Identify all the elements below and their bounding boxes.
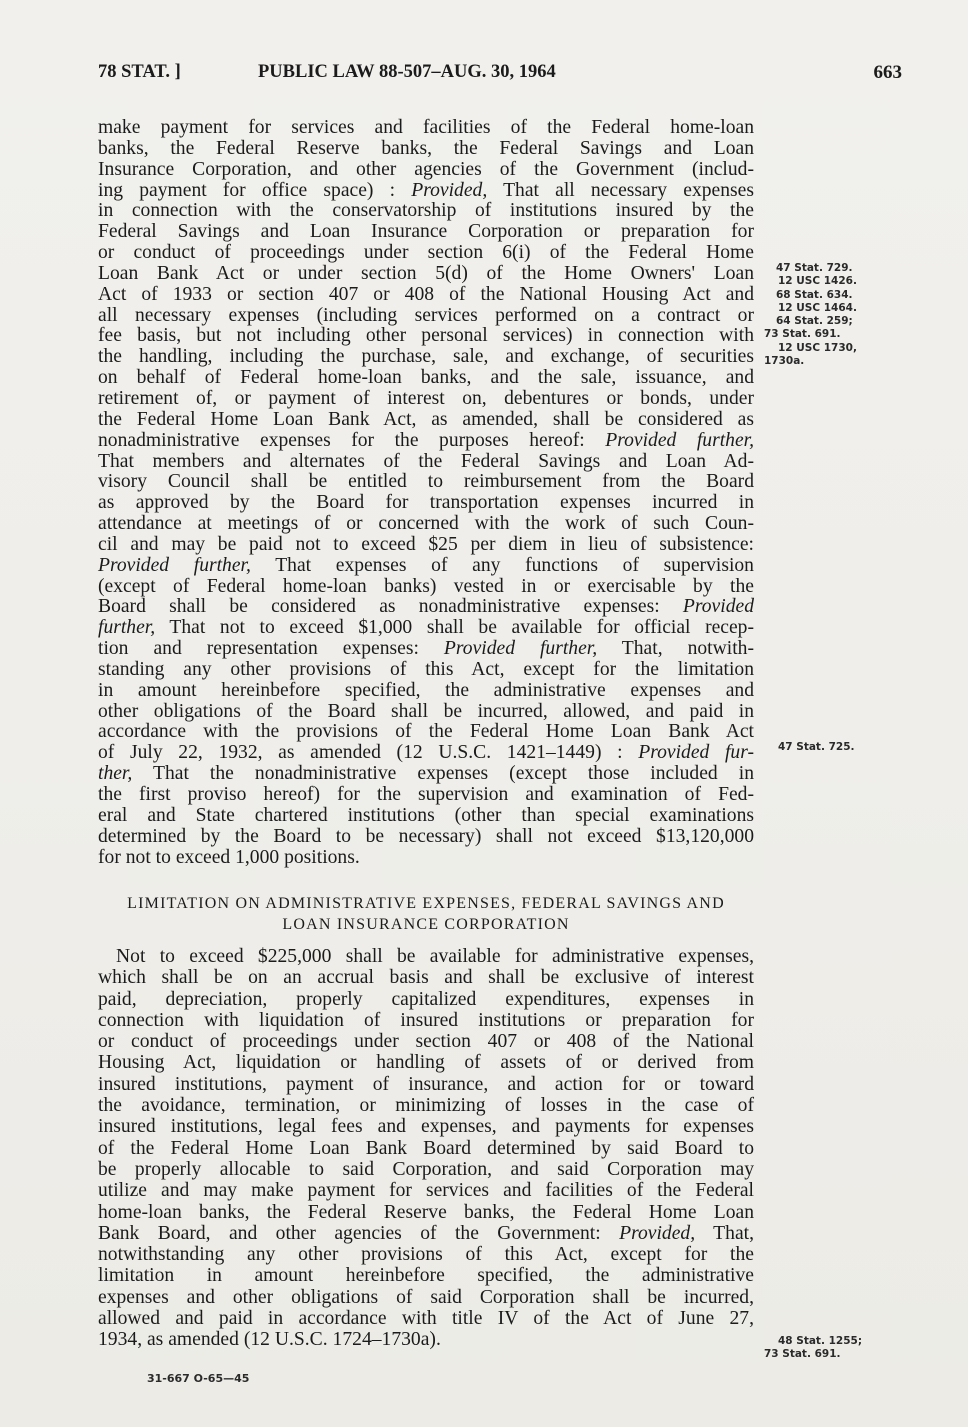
text-run: That all necessary expenses xyxy=(487,179,754,201)
text-run: standing any other provisions of this Act, except for the limitation xyxy=(98,658,754,680)
stat-volume: 78 STAT. ] xyxy=(98,62,181,82)
citation-line: 64 Stat. 259; xyxy=(776,315,853,328)
text-line xyxy=(98,118,754,139)
text-run: on behalf of Federal home-loan banks, and the sale, issuance, and xyxy=(98,367,754,389)
margin-citation-3 xyxy=(764,1335,862,1362)
text-line xyxy=(98,556,754,577)
page-number: 663 xyxy=(873,62,902,83)
text-line xyxy=(98,989,754,1010)
text-run: That not to exceed $1,000 shall be available for official recep- xyxy=(155,617,754,639)
citation-line: 68 Stat. 634. xyxy=(776,288,853,301)
text-line xyxy=(98,139,754,160)
text-run: attendance at meetings of or concerned with the work of such Coun- xyxy=(98,513,754,535)
text-line xyxy=(98,660,754,681)
text-run: nonadministrative expenses for the purposes hereof: xyxy=(98,429,606,451)
text-line xyxy=(98,1159,754,1180)
text-run: retirement of, or payment of interest on, debentures or bonds, under xyxy=(98,387,754,409)
text-run: of the Federal Home Loan Bank Board determined by said Board to xyxy=(98,1137,754,1159)
text-run: the handling, including the purchase, sale, and exchange, of securities xyxy=(98,346,754,368)
text-run: be properly allocable to said Corporation, and said Corporation may xyxy=(98,1158,754,1180)
text-line xyxy=(98,639,754,660)
italic-proviso: Provided, xyxy=(619,1222,696,1244)
text-run: utilize and may make payment for services and facilities of the Federal xyxy=(98,1180,754,1202)
text-line xyxy=(98,535,754,556)
text-run: which shall be on an accrual basis and shall be exclusive of interest xyxy=(98,967,754,989)
citation-line: 12 USC 1464. xyxy=(778,301,857,314)
citation-line: 47 Stat. 725. xyxy=(778,741,855,753)
text-run: ing payment for office space) : xyxy=(98,179,412,201)
text-run: make payment for services and facilities of the Federal home-loan xyxy=(98,117,754,138)
text-line xyxy=(98,181,754,202)
text-line xyxy=(98,1180,754,1201)
text-run: other obligations of the Board shall be incurred, allowed, and paid in xyxy=(98,700,754,722)
page-header xyxy=(98,62,906,92)
text-line xyxy=(98,827,754,848)
text-run: all necessary expenses (including services performed on a contract or xyxy=(98,304,754,326)
text-run: eral and State chartered institutions (other than special examinations xyxy=(98,804,754,826)
text-run: That the nonadministrative expenses (except those included in xyxy=(132,763,754,785)
text-run: 1934, as amended (12 U.S.C. 1724–1730a). xyxy=(98,1329,441,1351)
text-line xyxy=(98,410,754,431)
text-line xyxy=(98,1052,754,1073)
text-line xyxy=(98,722,754,743)
text-line xyxy=(98,1074,754,1095)
text-run: Bank Board, and other agencies of the Government: xyxy=(98,1222,620,1244)
text-line xyxy=(98,472,754,493)
text-run: accordance with the provisions of the Federal Home Loan Bank Act xyxy=(98,721,754,743)
text-run: insured institutions, payment of insurance, and action for or toward xyxy=(98,1073,754,1095)
text-run: notwithstanding any other provisions of this Act, except for the xyxy=(98,1244,754,1266)
text-run: Federal Savings and Loan Insurance Corporation or preparation for xyxy=(98,221,754,243)
text-line xyxy=(98,368,754,389)
text-line xyxy=(98,597,754,618)
citation-line: 12 USC 1426. xyxy=(778,275,857,288)
text-run: That, xyxy=(695,1222,754,1244)
text-run: for not to exceed 1,000 positions. xyxy=(98,846,360,868)
text-line xyxy=(98,1265,754,1286)
text-line xyxy=(98,967,754,988)
citation-line: 73 Stat. 691. xyxy=(764,328,841,341)
text-run: Housing Act, liquidation or handling of assets of or derived from xyxy=(98,1052,754,1074)
text-run: allowed and paid in accordance with title IV of the Act of June 27, xyxy=(98,1308,754,1330)
text-run: banks, the Federal Reserve banks, the Federal Savings and Loan xyxy=(98,137,754,159)
text-line xyxy=(98,1287,754,1308)
text-line xyxy=(98,514,754,535)
text-run: in amount hereinbefore specified, the administrative expenses and xyxy=(98,679,754,701)
text-run: fee basis, but not including other personal services) in connection with xyxy=(98,325,754,347)
law-title: PUBLIC LAW 88-507–AUG. 30, 1964 xyxy=(258,62,556,82)
text-line xyxy=(98,946,754,967)
italic-proviso: further, xyxy=(98,617,156,639)
text-run: Act of 1933 or section 407 or 408 of the National Housing Act and xyxy=(98,283,754,305)
text-line xyxy=(98,1308,754,1329)
text-run: as approved by the Board for transportation expenses incurred in xyxy=(98,492,754,514)
section-heading-line-1: LIMITATION ON ADMINISTRATIVE EXPENSES, FEDERAL SAVINGS AND xyxy=(127,895,725,912)
text-run: in connection with the conservatorship of institutions insured by the xyxy=(98,200,754,222)
text-run: connection with liquidation of insured institutions or preparation for xyxy=(98,1009,754,1031)
print-code: 31-667 O-65—45 xyxy=(147,1372,250,1385)
text-line xyxy=(98,264,754,285)
citation-line: 12 USC 1730, xyxy=(778,341,857,354)
text-run: or conduct of proceedings under section 407 or 408 of the National xyxy=(98,1031,754,1053)
section-heading-line-2: LOAN INSURANCE CORPORATION xyxy=(282,916,570,933)
text-line xyxy=(98,1138,754,1159)
text-line xyxy=(98,1095,754,1116)
paragraph-federal-home-loan-bank-board xyxy=(98,118,754,868)
italic-proviso: Provided further, xyxy=(605,429,754,451)
text-run: Insurance Corporation, and other agencies of the Government (includ- xyxy=(98,158,754,180)
italic-proviso: Provided xyxy=(682,596,754,618)
text-run: limitation in amount hereinbefore specified, the administrative xyxy=(98,1265,754,1287)
text-line xyxy=(98,243,754,264)
text-run: the Federal Home Loan Bank Act, as amended, shall be considered as xyxy=(98,408,754,430)
text-run: of July 22, 1932, as amended (12 U.S.C. 1421–1449) : xyxy=(98,742,639,764)
text-run: the avoidance, termination, or minimizing of losses in the case of xyxy=(98,1095,754,1117)
text-line xyxy=(98,201,754,222)
text-line xyxy=(98,1223,754,1244)
text-run: paid, depreciation, properly capitalized expenditures, expenses in xyxy=(98,988,754,1010)
text-run: That members and alternates of the Federal Savings and Loan Ad- xyxy=(98,450,754,472)
paragraph-fslic-limitation xyxy=(98,946,754,1351)
text-run: determined by the Board to be necessary) shall not exceed $13,120,000 xyxy=(98,825,754,847)
text-line xyxy=(98,1329,754,1350)
citation-line: 47 Stat. 729. xyxy=(776,262,853,274)
italic-proviso: ther, xyxy=(98,763,133,785)
text-line xyxy=(98,493,754,514)
text-line xyxy=(98,577,754,598)
text-line xyxy=(98,848,754,869)
margin-citation-2 xyxy=(778,741,855,754)
text-line xyxy=(98,806,754,827)
text-run: tion and representation expenses: xyxy=(98,638,444,660)
text-run: Loan Bank Act or under section 5(d) of the Home Owners' Loan xyxy=(98,262,754,284)
text-run: Board shall be considered as nonadministrative expenses: xyxy=(98,596,683,618)
citation-line: 73 Stat. 691. xyxy=(764,1348,841,1361)
text-line xyxy=(98,702,754,723)
text-run: Not to exceed $225,000 shall be available for administrative expenses, xyxy=(116,946,754,967)
italic-proviso: Provided, xyxy=(411,179,488,201)
text-line xyxy=(98,222,754,243)
text-line xyxy=(98,306,754,327)
citation-line: 1730a. xyxy=(764,355,805,368)
italic-proviso: Provided further, xyxy=(443,638,598,660)
margin-citation-1 xyxy=(764,262,857,368)
section-heading xyxy=(98,893,754,935)
text-run: the first proviso hereof) for the supervision and examination of Fed- xyxy=(98,784,754,805)
text-run: cil and may be paid not to exceed $25 per diem in lieu of subsistence: xyxy=(98,533,754,555)
citation-line: 48 Stat. 1255; xyxy=(778,1335,863,1347)
italic-proviso: Provided further, xyxy=(98,554,251,576)
text-line xyxy=(98,1010,754,1031)
text-run: That, notwith- xyxy=(597,638,754,660)
text-line xyxy=(98,1202,754,1223)
text-line xyxy=(98,1031,754,1052)
text-line xyxy=(98,681,754,702)
text-line xyxy=(98,618,754,639)
text-line xyxy=(98,1244,754,1265)
text-line xyxy=(98,743,754,764)
text-run: That expenses of any functions of supervision xyxy=(250,554,754,576)
text-line xyxy=(98,452,754,473)
text-line xyxy=(98,160,754,181)
text-line xyxy=(98,785,754,806)
text-run: home-loan banks, the Federal Reserve banks, the Federal Home Loan xyxy=(98,1201,754,1223)
italic-proviso: Provided fur- xyxy=(638,742,754,764)
text-run: (except of Federal home-loan banks) vested in or exercisable by the xyxy=(98,575,754,597)
text-line xyxy=(98,1116,754,1137)
text-line xyxy=(98,347,754,368)
text-run: or conduct of proceedings under section 6(i) of the Federal Home xyxy=(98,242,754,264)
text-line xyxy=(98,431,754,452)
text-run: visory Council shall be entitled to reimbursement from the Board xyxy=(98,471,754,493)
text-run: expenses and other obligations of said Corporation shall be incurred, xyxy=(98,1286,754,1308)
text-line xyxy=(98,764,754,785)
text-run: insured institutions, legal fees and expenses, and payments for expenses xyxy=(98,1116,754,1138)
text-line xyxy=(98,326,754,347)
text-line xyxy=(98,285,754,306)
text-line xyxy=(98,389,754,410)
